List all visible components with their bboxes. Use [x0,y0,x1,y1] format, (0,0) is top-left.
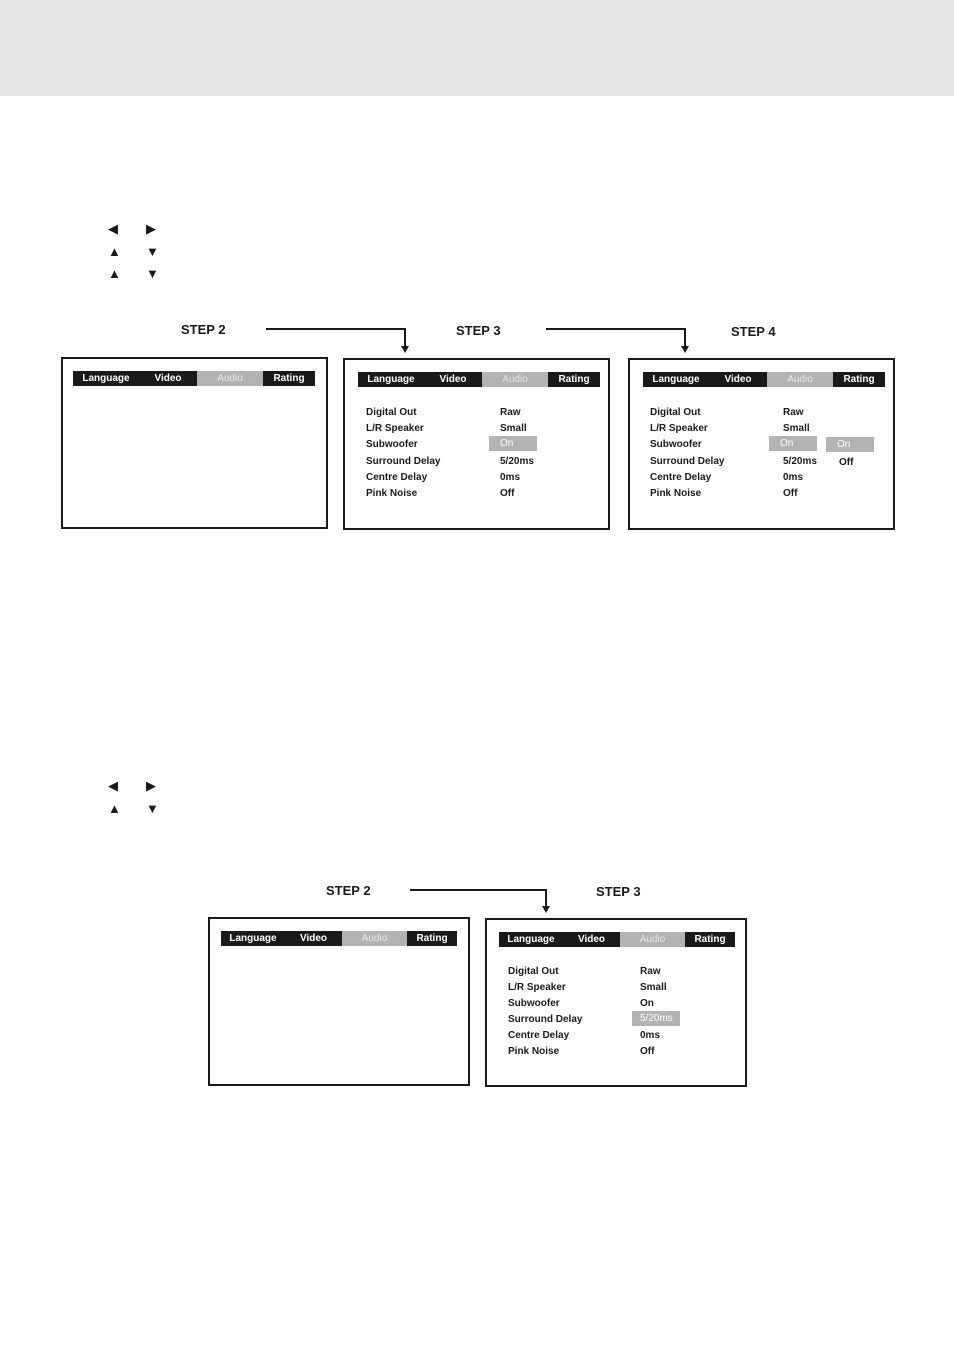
tab-language[interactable]: Language [652,374,700,385]
centre-delay-value[interactable]: 0ms [640,1030,661,1041]
subwoofer-value-highlighted[interactable] [769,436,817,451]
tab-audio[interactable]: Audio [767,372,833,387]
left-arrow-icon: ◀ [108,221,118,236]
lr-speaker-value[interactable]: Small [500,423,527,434]
submenu-option-on: On [837,439,851,450]
tab-audio[interactable]: Audio [342,931,407,946]
setup-screen-step-3 [485,918,747,1087]
centre-delay-value[interactable]: 0ms [783,472,804,483]
lr-speaker-label: L/R Speaker [366,423,424,434]
centre-delay-label: Centre Delay [508,1030,570,1041]
surround-delay-value: 5/20ms [640,1013,673,1024]
step-4-label: STEP 4 [731,324,776,339]
digital-out-value[interactable]: Raw [500,407,521,418]
left-right-keys [108,221,168,237]
tab-video[interactable]: Video [724,374,752,385]
pink-noise-label: Pink Noise [650,488,702,499]
centre-delay-label: Centre Delay [366,472,428,483]
tab-video[interactable]: Video [299,933,328,944]
subwoofer-value: On [780,438,794,449]
subwoofer-value: On [500,438,514,449]
tab-rating[interactable]: Rating [843,374,875,385]
down-arrow-icon: ▼ [146,266,159,281]
step-connector [684,328,686,346]
step-connector [410,889,547,891]
subwoofer-label: Subwoofer [366,439,418,450]
connector-arrow-icon [542,906,550,913]
pink-noise-value[interactable]: Off [783,488,798,499]
tab-video[interactable]: Video [577,934,606,945]
step-connector [404,328,406,346]
right-arrow-icon: ▶ [146,221,156,236]
pink-noise-value[interactable]: Off [500,488,515,499]
lr-speaker-label: L/R Speaker [650,423,708,434]
left-arrow-icon: ◀ [108,778,118,793]
step-connector [266,328,406,330]
tab-rating[interactable]: Rating [558,374,590,385]
tab-video[interactable]: Video [439,374,467,385]
tab-language[interactable]: Language [367,374,415,385]
up-down-keys [108,801,168,817]
tab-language[interactable]: Language [229,933,277,944]
connector-arrow-icon [681,346,689,353]
down-arrow-icon: ▼ [146,801,159,816]
surround-delay-value[interactable]: 5/20ms [500,456,534,467]
step-2-label: STEP 2 [181,322,226,337]
tab-rating[interactable]: Rating [694,934,726,945]
setup-screen-step-3 [343,358,610,530]
centre-delay-value[interactable]: 0ms [500,472,521,483]
down-arrow-icon: ▼ [146,244,159,259]
right-arrow-icon: ▶ [146,778,156,793]
setup-tab-bar [73,371,315,386]
connector-arrow-icon [401,346,409,353]
pink-noise-label: Pink Noise [508,1046,560,1057]
subwoofer-value-highlighted[interactable] [489,436,537,451]
setup-tab-bar [643,372,885,387]
centre-delay-label: Centre Delay [650,472,712,483]
up-arrow-icon: ▲ [108,244,121,259]
digital-out-label: Digital Out [366,407,417,418]
tab-audio[interactable]: Audio [197,371,263,386]
digital-out-label: Digital Out [508,966,559,977]
tab-language[interactable]: Language [82,373,130,384]
pink-noise-label: Pink Noise [366,488,418,499]
tab-video[interactable]: Video [154,373,182,384]
setup-screen-step-4 [628,358,895,530]
up-down-keys [108,244,168,260]
setup-tab-bar [221,931,457,946]
up-arrow-icon: ▲ [108,801,121,816]
surround-delay-label: Surround Delay [366,456,441,467]
tab-rating[interactable]: Rating [416,933,448,944]
tab-audio[interactable]: Audio [482,372,548,387]
left-right-keys [108,778,168,794]
submenu-option-on-selected[interactable] [826,437,874,452]
tab-language[interactable]: Language [507,934,555,945]
step-3-label: STEP 3 [596,884,641,899]
lr-speaker-value[interactable]: Small [640,982,667,993]
lr-speaker-value[interactable]: Small [783,423,810,434]
subwoofer-label: Subwoofer [650,439,702,450]
tab-audio[interactable]: Audio [620,932,685,947]
surround-delay-value-highlighted[interactable] [632,1011,680,1026]
subwoofer-label: Subwoofer [508,998,560,1009]
surround-delay-value[interactable]: 5/20ms [783,456,817,467]
step-connector [545,889,547,906]
surround-delay-label: Surround Delay [508,1014,583,1025]
pink-noise-value[interactable]: Off [640,1046,655,1057]
digital-out-label: Digital Out [650,407,701,418]
tab-rating[interactable]: Rating [273,373,305,384]
setup-tab-bar [499,932,735,947]
setup-tab-bar [358,372,600,387]
subwoofer-value[interactable]: On [640,998,654,1009]
page-header-band [0,0,954,96]
digital-out-value[interactable]: Raw [783,407,804,418]
lr-speaker-label: L/R Speaker [508,982,566,993]
setup-screen-step-2 [208,917,470,1086]
step-3-label: STEP 3 [456,323,501,338]
up-arrow-icon: ▲ [108,266,121,281]
setup-screen-step-2 [61,357,328,529]
surround-delay-label: Surround Delay [650,456,725,467]
step-connector [546,328,686,330]
up-down-keys [108,266,168,282]
step-2-label: STEP 2 [326,883,371,898]
submenu-option-off[interactable]: Off [839,457,854,468]
digital-out-value[interactable]: Raw [640,966,661,977]
